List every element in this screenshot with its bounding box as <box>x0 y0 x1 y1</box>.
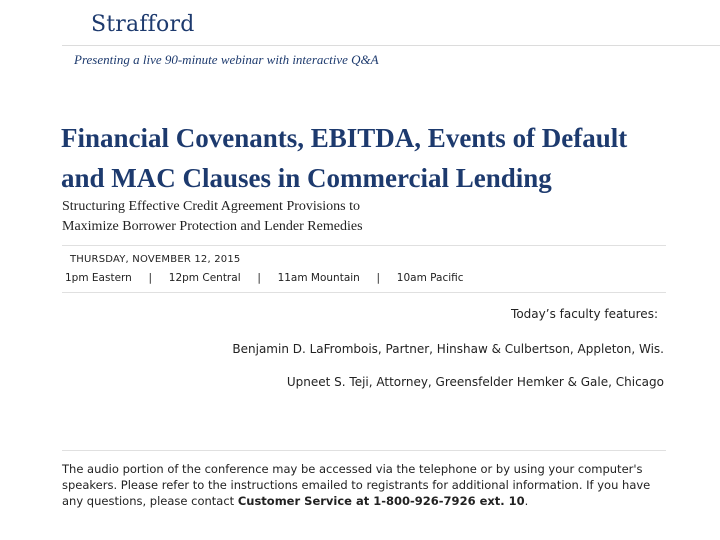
audio-instructions-end: . <box>524 494 529 508</box>
subtitle-line-2: Maximize Borrower Protection and Lender Remedies <box>62 219 363 234</box>
audio-instructions <box>62 461 662 509</box>
webinar-subtitle <box>62 197 562 237</box>
title-line-1: Financial Covenants, EBITDA, Events of Default <box>61 123 628 153</box>
time-central: 12pm Central <box>168 272 241 284</box>
webinar-date: THURSDAY, NOVEMBER 12, 2015 <box>70 254 241 265</box>
time-separator: | <box>257 272 261 284</box>
subtitle-line-1: Structuring Effective Credit Agreement Provisions to <box>62 199 360 214</box>
time-pacific: 10am Pacific <box>396 272 464 284</box>
speaker-2: Upneet S. Teji, Attorney, Greensfelder Hemker & Gale, Chicago <box>286 375 664 389</box>
header-divider <box>62 45 720 46</box>
divider-1 <box>62 245 666 246</box>
customer-service-contact: Customer Service at 1-800-926-7926 ext. 10 <box>237 494 525 508</box>
time-eastern: 1pm Eastern <box>65 272 132 284</box>
time-separator: | <box>148 272 153 284</box>
faculty-heading: Today’s faculty features: <box>511 307 658 321</box>
time-separator: | <box>376 272 381 284</box>
webinar-tagline: Presenting a live 90-minute webinar with interactive Q&A <box>74 52 379 67</box>
strafford-logo: Strafford <box>91 12 195 37</box>
webinar-title <box>61 118 711 198</box>
divider-3 <box>62 450 666 451</box>
speaker-1: Benjamin D. LaFrombois, Partner, Hinshaw & Culbertson, Appleton, Wis. <box>232 342 664 356</box>
time-mountain: 11am Mountain <box>277 272 360 284</box>
webinar-times <box>65 272 464 284</box>
title-line-2: and MAC Clauses in Commercial Lending <box>61 163 552 193</box>
divider-2 <box>62 292 666 293</box>
audio-instructions-text: The audio portion of the conference may be accessed via the telephone or by using your computer's speakers. Please refer to the instructions emailed to registrants for additional information. If you have any questions, please contact <box>62 462 651 508</box>
